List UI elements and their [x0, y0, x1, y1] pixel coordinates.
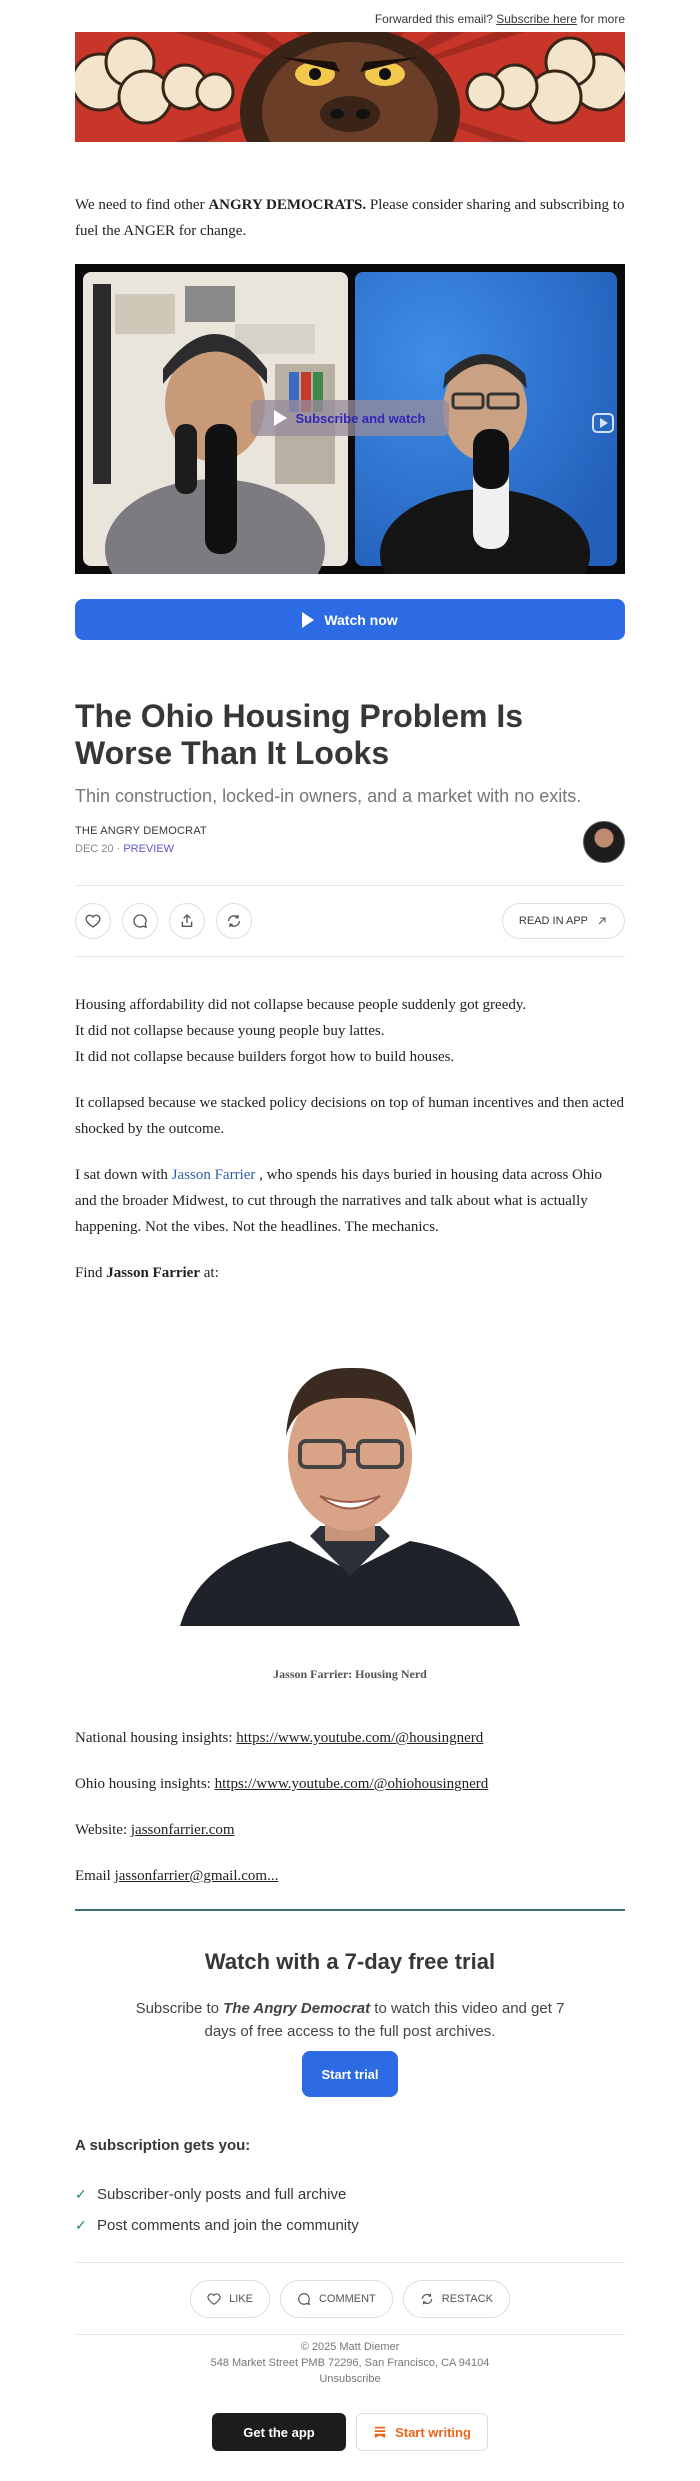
- restack-icon: [226, 913, 242, 929]
- intro-bold: ANGRY DEMOCRATS.: [208, 197, 367, 213]
- body-text: Find: [75, 1265, 103, 1281]
- contact-links: [75, 1725, 625, 1889]
- link-label: Ohio housing insights:: [75, 1776, 211, 1792]
- forwarded-prefix: Forwarded this email?: [374, 12, 493, 26]
- benefit-text: Post comments and join the community: [97, 2217, 359, 2234]
- share-button[interactable]: [169, 903, 205, 939]
- subscription-heading: A subscription gets you:: [75, 2137, 251, 2154]
- trial-publication: The Angry Democrat: [223, 2000, 371, 2017]
- check-icon: ✓: [75, 2186, 87, 2202]
- national-youtube-link[interactable]: https://www.youtube.com/@housingnerd: [236, 1730, 484, 1746]
- footer-like-button[interactable]: [190, 2280, 270, 2318]
- trial-description: [75, 1997, 625, 2043]
- like-label: LIKE: [229, 2292, 253, 2305]
- copyright: © 2025 Matt Diemer: [300, 2341, 400, 2353]
- subscribe-and-watch-label: Subscribe and watch: [295, 410, 426, 426]
- paywall-divider: [75, 1909, 625, 1911]
- footer-buttons: [75, 2413, 625, 2481]
- body-text: I sat down with: [75, 1167, 168, 1183]
- post-action-bar: [75, 885, 625, 957]
- benefit-item: [75, 2217, 625, 2234]
- link-row: [75, 1863, 625, 1889]
- body-text: , who spends his days buried in housing data across Ohio and the broader Midwest, to cut through the narratives and talk about what is actually happening. Not the vibes. Not the headlines. The mechanics.: [75, 1167, 603, 1235]
- portrait-image: [180, 1336, 520, 1626]
- forwarded-notice: [75, 0, 625, 32]
- comment-label: COMMENT: [318, 2292, 376, 2305]
- body-paragraph: [75, 1162, 625, 1240]
- byline: [75, 825, 625, 865]
- body-bold: Jasson Farrier: [106, 1265, 200, 1281]
- body-line: It did not collapse because young people buy lattes.: [75, 1023, 385, 1039]
- date-text: DEC 20: [75, 843, 114, 855]
- footer-restack-button[interactable]: [403, 2280, 510, 2318]
- benefit-item: [75, 2186, 625, 2203]
- substack-icon: [373, 2425, 387, 2439]
- play-icon: [274, 410, 287, 426]
- get-the-app-button[interactable]: Get the app: [212, 2413, 346, 2451]
- post-body: [75, 992, 625, 1889]
- address: 548 Market Street PMB 72296, San Francisco, CA 94104: [210, 2357, 490, 2369]
- comment-icon: [297, 2292, 311, 2306]
- comment-button[interactable]: [122, 903, 158, 939]
- post-subtitle: Thin construction, locked-in owners, and a market with no exits.: [75, 786, 582, 806]
- body-paragraph: It collapsed because we stacked policy decisions on top of human incentives and then acted shocked by the outcome.: [75, 1095, 624, 1137]
- intro-paragraph: [75, 192, 625, 244]
- start-writing-button[interactable]: [356, 2413, 488, 2451]
- author-avatar[interactable]: [583, 821, 625, 863]
- arrow-up-right-icon: [596, 915, 608, 927]
- post-title[interactable]: The Ohio Housing Problem Is Worse Than It Looks: [75, 698, 524, 771]
- forwarded-suffix: for more: [580, 12, 625, 26]
- read-in-app-button[interactable]: [502, 903, 625, 939]
- play-icon: [302, 612, 314, 628]
- subscription-benefits: [75, 2186, 625, 2234]
- link-row: [75, 1725, 625, 1751]
- website-link[interactable]: jassonfarrier.com: [130, 1822, 235, 1838]
- photo-caption: Jasson Farrier: Housing Nerd: [273, 1667, 427, 1681]
- preview-badge: PREVIEW: [123, 843, 175, 855]
- video-player[interactable]: [75, 264, 625, 574]
- watch-now-label: Watch now: [324, 611, 398, 628]
- link-label: Email: [75, 1868, 111, 1884]
- unsubscribe-link[interactable]: Unsubscribe: [319, 2373, 381, 2385]
- restack-icon: [420, 2292, 434, 2306]
- start-trial-button[interactable]: Start trial: [302, 2051, 398, 2097]
- benefit-text: Subscriber-only posts and full archive: [97, 2186, 347, 2203]
- body-paragraph: [75, 1260, 625, 1286]
- subscribe-and-watch-overlay[interactable]: [251, 400, 449, 436]
- body-line: It did not collapse because builders forgot how to build houses.: [75, 1049, 455, 1065]
- check-icon: ✓: [75, 2217, 87, 2233]
- restack-label: RESTACK: [441, 2292, 493, 2305]
- trial-text: Subscribe to: [135, 2000, 219, 2017]
- post-date: [75, 843, 625, 855]
- comment-icon: [132, 913, 148, 929]
- ohio-youtube-link[interactable]: https://www.youtube.com/@ohiohousingnerd: [214, 1776, 489, 1792]
- jasson-farrier-link[interactable]: Jasson Farrier: [171, 1167, 256, 1183]
- read-in-app-label: READ IN APP: [518, 915, 588, 927]
- intro-text-start: We need to find other: [75, 197, 205, 213]
- footer-comment-button[interactable]: [280, 2280, 393, 2318]
- trial-text: to watch this video and get 7 days of free access to the full post archives.: [204, 2000, 565, 2040]
- share-icon: [179, 913, 195, 929]
- link-label: National housing insights:: [75, 1730, 233, 1746]
- intro-text-end: Please consider sharing and subscribing to fuel the ANGER for change.: [75, 197, 625, 239]
- body-text: at:: [203, 1265, 219, 1281]
- heart-icon: [85, 913, 101, 929]
- body-line: Housing affordability did not collapse because people suddenly got greedy.: [75, 997, 527, 1013]
- jasson-farrier-photo[interactable]: [180, 1336, 520, 1626]
- link-label: Website:: [75, 1822, 128, 1838]
- like-button[interactable]: [75, 903, 111, 939]
- watch-now-button[interactable]: [75, 599, 625, 640]
- link-row: [75, 1817, 625, 1843]
- heart-icon: [207, 2292, 221, 2306]
- publication-name[interactable]: THE ANGRY DEMOCRAT: [75, 825, 207, 837]
- date-separator: ·: [113, 843, 124, 855]
- link-row: [75, 1771, 625, 1797]
- trial-title: Watch with a 7-day free trial: [204, 1949, 496, 1974]
- start-writing-label: Start writing: [395, 2424, 471, 2440]
- subscribe-here-link[interactable]: Subscribe here: [496, 12, 577, 26]
- footer-action-bar: [75, 2262, 625, 2335]
- footer-info: [75, 2339, 625, 2387]
- angry-banner-image: [75, 32, 625, 142]
- restack-button[interactable]: [216, 903, 252, 939]
- email-link[interactable]: jassonfarrier@gmail.com...: [114, 1868, 279, 1884]
